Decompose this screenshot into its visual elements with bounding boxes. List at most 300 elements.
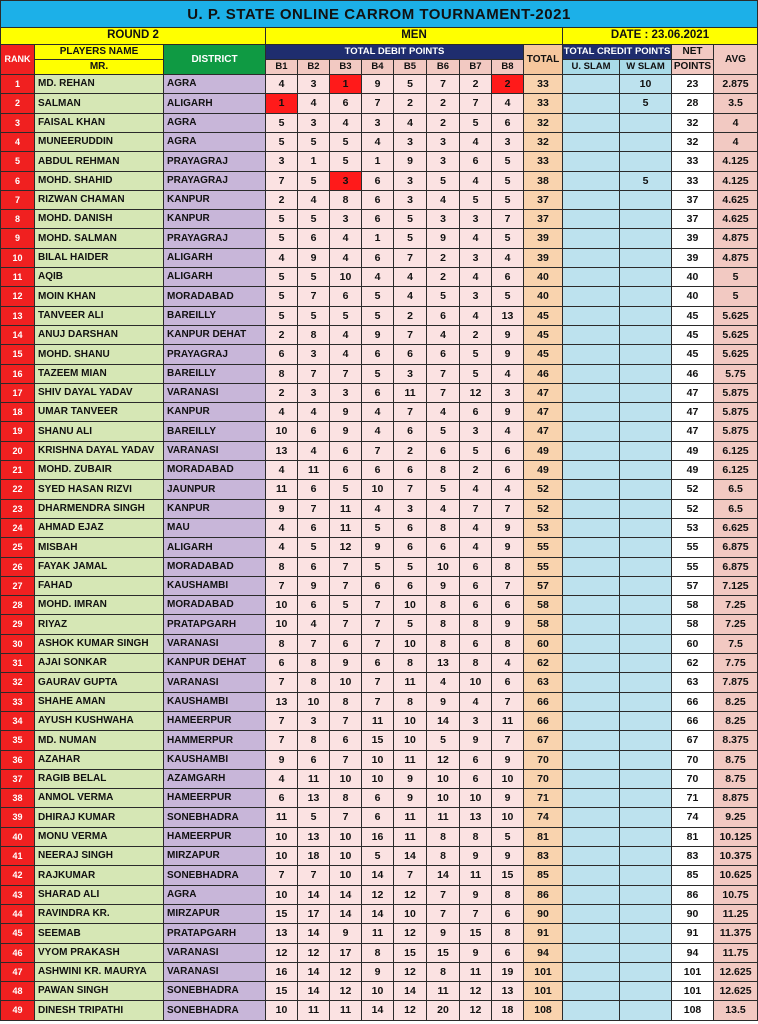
- board-7-points-cell: 4: [460, 538, 492, 558]
- w-slam-cell: [620, 268, 672, 287]
- board-1-points-cell: 10: [266, 886, 298, 905]
- board-3-points-cell: 14: [330, 905, 362, 924]
- district-cell: KANPUR: [164, 500, 266, 519]
- board-6-points-cell: 8: [427, 596, 460, 615]
- date-label: DATE : 23.06.2021: [563, 28, 758, 45]
- net-points-cell: 94: [672, 944, 714, 963]
- avg-cell: 7.25: [714, 615, 758, 635]
- w-slam-header: W SLAM: [620, 60, 672, 75]
- net-points-cell: 58: [672, 596, 714, 615]
- board-5-points-cell: 7: [394, 480, 427, 500]
- board-5-points-cell: 7: [394, 403, 427, 422]
- player-name-cell: RIYAZ: [35, 615, 164, 635]
- total-cell: 38: [524, 172, 563, 191]
- w-slam-cell: [620, 461, 672, 480]
- district-cell: AGRA: [164, 133, 266, 152]
- board-8-points-cell: 6: [492, 673, 524, 693]
- board-2-points-cell: 12: [298, 944, 330, 963]
- board-4-points-cell: 14: [362, 866, 394, 886]
- w-slam-cell: [620, 442, 672, 461]
- avg-cell: 7.75: [714, 654, 758, 673]
- category-label: MEN: [266, 28, 563, 45]
- board-4-points-cell: 11: [362, 712, 394, 731]
- board-1-points-cell: 13: [266, 924, 298, 944]
- board-5-points-cell: 5: [394, 75, 427, 94]
- total-cell: 32: [524, 114, 563, 133]
- board-1-points-cell: 7: [266, 577, 298, 596]
- board-5-points-cell: 7: [394, 326, 427, 345]
- board-3-points-cell: 4: [330, 249, 362, 268]
- net-points-cell: 37: [672, 191, 714, 210]
- board-7-points-cell: 4: [460, 519, 492, 538]
- board-6-points-cell: 5: [427, 287, 460, 307]
- w-slam-cell: [620, 944, 672, 963]
- district-cell: KANPUR: [164, 210, 266, 229]
- net-points-cell: 52: [672, 480, 714, 500]
- player-name-cell: ABDUL REHMAN: [35, 152, 164, 172]
- board-8-points-cell: 6: [492, 442, 524, 461]
- board-4-points-cell: 11: [362, 924, 394, 944]
- net-points-cell: 47: [672, 403, 714, 422]
- board-4-points-cell: 12: [362, 886, 394, 905]
- board-5-points-cell: 4: [394, 287, 427, 307]
- board-2-points-cell: 14: [298, 963, 330, 982]
- board-3-points-cell: 9: [330, 403, 362, 422]
- board-7-points-cell: 4: [460, 172, 492, 191]
- net-points-cell: 60: [672, 635, 714, 654]
- board-6-points-cell: 5: [427, 422, 460, 442]
- board-4-points-cell: 9: [362, 75, 394, 94]
- rank-cell: 38: [0, 789, 35, 808]
- avg-cell: 8.75: [714, 751, 758, 770]
- rank-cell: 41: [0, 847, 35, 866]
- u-slam-cell: [563, 229, 620, 249]
- w-slam-cell: [620, 712, 672, 731]
- total-cell: 39: [524, 249, 563, 268]
- district-cell: ALIGARH: [164, 249, 266, 268]
- board-3-points-cell: 8: [330, 191, 362, 210]
- total-cell: 108: [524, 1001, 563, 1021]
- board-3-points-cell: 6: [330, 287, 362, 307]
- board-3-points-cell: 7: [330, 365, 362, 384]
- rank-cell: 24: [0, 519, 35, 538]
- board-5-points-cell: 11: [394, 673, 427, 693]
- avg-cell: 11.375: [714, 924, 758, 944]
- net-points-cell: 108: [672, 1001, 714, 1021]
- district-cell: KANPUR: [164, 403, 266, 422]
- board-6-points-cell: 20: [427, 1001, 460, 1021]
- total-cell: 58: [524, 615, 563, 635]
- board-3-points-cell: 11: [330, 500, 362, 519]
- board-5-points-cell: 12: [394, 886, 427, 905]
- player-name-cell: AHMAD EJAZ: [35, 519, 164, 538]
- board-5-points-cell: 3: [394, 365, 427, 384]
- total-cell: 74: [524, 808, 563, 828]
- board-2-points-cell: 14: [298, 982, 330, 1001]
- u-slam-cell: [563, 133, 620, 152]
- net-points-cell: 66: [672, 712, 714, 731]
- rank-cell: 29: [0, 615, 35, 635]
- board-3-points-cell: 4: [330, 345, 362, 365]
- board-5-points-cell: 12: [394, 1001, 427, 1021]
- board-3-points-cell: 6: [330, 94, 362, 114]
- board-8-points-cell: 4: [492, 654, 524, 673]
- board-7-points-cell: 6: [460, 577, 492, 596]
- u-slam-cell: [563, 442, 620, 461]
- player-name-cell: UMAR TANVEER: [35, 403, 164, 422]
- district-cell: AGRA: [164, 114, 266, 133]
- total-cell: 37: [524, 210, 563, 229]
- w-slam-cell: 5: [620, 172, 672, 191]
- board-1-points-cell: 13: [266, 693, 298, 712]
- board-1-points-cell: 16: [266, 963, 298, 982]
- board-header: B8: [492, 60, 524, 75]
- board-2-points-cell: 7: [298, 500, 330, 519]
- board-8-points-cell: 5: [492, 229, 524, 249]
- net-points-cell: 40: [672, 287, 714, 307]
- district-cell: BAREILLY: [164, 365, 266, 384]
- u-slam-cell: [563, 480, 620, 500]
- board-4-points-cell: 10: [362, 770, 394, 789]
- board-5-points-cell: 10: [394, 635, 427, 654]
- board-1-points-cell: 10: [266, 615, 298, 635]
- u-slam-cell: [563, 172, 620, 191]
- net-points-cell: 67: [672, 731, 714, 751]
- rank-cell: 36: [0, 751, 35, 770]
- rank-cell: 5: [0, 152, 35, 172]
- board-8-points-cell: 8: [492, 886, 524, 905]
- player-name-cell: ANMOL VERMA: [35, 789, 164, 808]
- board-6-points-cell: 3: [427, 152, 460, 172]
- board-8-points-cell: 13: [492, 307, 524, 326]
- board-5-points-cell: 7: [394, 866, 427, 886]
- board-7-points-cell: 13: [460, 808, 492, 828]
- avg-cell: 4.625: [714, 191, 758, 210]
- player-name-cell: KRISHNA DAYAL YADAV: [35, 442, 164, 461]
- u-slam-cell: [563, 403, 620, 422]
- rank-cell: 46: [0, 944, 35, 963]
- board-2-points-cell: 5: [298, 538, 330, 558]
- district-cell: AGRA: [164, 886, 266, 905]
- board-7-points-cell: 4: [460, 307, 492, 326]
- player-name-cell: VYOM PRAKASH: [35, 944, 164, 963]
- board-6-points-cell: 10: [427, 789, 460, 808]
- avg-cell: 5.875: [714, 384, 758, 403]
- u-slam-cell: [563, 519, 620, 538]
- net-points-cell: 45: [672, 307, 714, 326]
- board-5-points-cell: 6: [394, 345, 427, 365]
- board-4-points-cell: 7: [362, 615, 394, 635]
- board-1-points-cell: 7: [266, 866, 298, 886]
- board-7-points-cell: 5: [460, 365, 492, 384]
- board-2-points-cell: 8: [298, 673, 330, 693]
- w-slam-cell: [620, 635, 672, 654]
- board-3-points-cell: 7: [330, 808, 362, 828]
- board-8-points-cell: 9: [492, 326, 524, 345]
- board-8-points-cell: 4: [492, 249, 524, 268]
- total-cell: 66: [524, 712, 563, 731]
- net-points-cell: 47: [672, 384, 714, 403]
- district-cell: KANPUR DEHAT: [164, 326, 266, 345]
- player-name-cell: MD. REHAN: [35, 75, 164, 94]
- rank-cell: 13: [0, 307, 35, 326]
- board-3-points-cell: 5: [330, 307, 362, 326]
- board-2-points-cell: 6: [298, 422, 330, 442]
- board-6-points-cell: 7: [427, 905, 460, 924]
- board-1-points-cell: 12: [266, 944, 298, 963]
- board-1-points-cell: 10: [266, 828, 298, 847]
- board-header: B4: [362, 60, 394, 75]
- board-6-points-cell: 7: [427, 384, 460, 403]
- board-4-points-cell: 1: [362, 229, 394, 249]
- district-cell: MORADABAD: [164, 558, 266, 577]
- board-6-points-cell: 15: [427, 944, 460, 963]
- player-name-cell: RAGIB BELAL: [35, 770, 164, 789]
- total-credit-points-header: TOTAL CREDIT POINTS: [563, 45, 672, 60]
- board-7-points-cell: 11: [460, 963, 492, 982]
- board-8-points-cell: 15: [492, 866, 524, 886]
- board-6-points-cell: 8: [427, 615, 460, 635]
- board-5-points-cell: 5: [394, 229, 427, 249]
- total-cell: 52: [524, 500, 563, 519]
- net-points-cell: 39: [672, 249, 714, 268]
- avg-cell: 13.5: [714, 1001, 758, 1021]
- board-4-points-cell: 7: [362, 94, 394, 114]
- total-cell: 62: [524, 654, 563, 673]
- net-header: NET: [672, 45, 714, 60]
- board-2-points-cell: 14: [298, 924, 330, 944]
- total-cell: 86: [524, 886, 563, 905]
- total-cell: 55: [524, 558, 563, 577]
- board-4-points-cell: 5: [362, 558, 394, 577]
- board-5-points-cell: 10: [394, 712, 427, 731]
- board-7-points-cell: 4: [460, 693, 492, 712]
- board-1-points-cell: 10: [266, 847, 298, 866]
- board-7-points-cell: 10: [460, 789, 492, 808]
- board-7-points-cell: 2: [460, 326, 492, 345]
- rank-cell: 45: [0, 924, 35, 944]
- board-2-points-cell: 5: [298, 307, 330, 326]
- board-5-points-cell: 2: [394, 442, 427, 461]
- player-name-cell: MOHD. DANISH: [35, 210, 164, 229]
- player-name-cell: GAURAV GUPTA: [35, 673, 164, 693]
- w-slam-cell: [620, 847, 672, 866]
- board-2-points-cell: 8: [298, 654, 330, 673]
- board-4-points-cell: 15: [362, 731, 394, 751]
- total-cell: 32: [524, 133, 563, 152]
- net-points-cell: 33: [672, 152, 714, 172]
- w-slam-cell: [620, 828, 672, 847]
- board-5-points-cell: 3: [394, 500, 427, 519]
- player-name-cell: MD. NUMAN: [35, 731, 164, 751]
- board-3-points-cell: 10: [330, 828, 362, 847]
- player-name-cell: AZAHAR: [35, 751, 164, 770]
- net-points-cell: 45: [672, 326, 714, 345]
- w-slam-cell: [620, 365, 672, 384]
- board-5-points-cell: 15: [394, 944, 427, 963]
- board-4-points-cell: 9: [362, 326, 394, 345]
- district-cell: KAUSHAMBI: [164, 693, 266, 712]
- rank-cell: 21: [0, 461, 35, 480]
- w-slam-cell: [620, 191, 672, 210]
- board-3-points-cell: 11: [330, 519, 362, 538]
- board-1-points-cell: 8: [266, 365, 298, 384]
- board-8-points-cell: 7: [492, 210, 524, 229]
- district-cell: PRATAPGARH: [164, 924, 266, 944]
- net-points-cell: 32: [672, 133, 714, 152]
- district-cell: JAUNPUR: [164, 480, 266, 500]
- board-4-points-cell: 5: [362, 365, 394, 384]
- board-6-points-cell: 4: [427, 326, 460, 345]
- board-6-points-cell: 10: [427, 558, 460, 577]
- net-points-cell: 91: [672, 924, 714, 944]
- district-cell: AGRA: [164, 75, 266, 94]
- board-6-points-cell: 7: [427, 886, 460, 905]
- district-cell: HAMEERPUR: [164, 828, 266, 847]
- board-6-points-cell: 3: [427, 133, 460, 152]
- board-2-points-cell: 6: [298, 558, 330, 577]
- round-label: ROUND 2: [0, 28, 266, 45]
- total-cell: 45: [524, 307, 563, 326]
- u-slam-cell: [563, 731, 620, 751]
- board-1-points-cell: 11: [266, 480, 298, 500]
- avg-cell: 4.125: [714, 172, 758, 191]
- net-points-cell: 63: [672, 673, 714, 693]
- board-2-points-cell: 6: [298, 229, 330, 249]
- district-cell: HAMMERPUR: [164, 731, 266, 751]
- board-1-points-cell: 7: [266, 731, 298, 751]
- board-2-points-cell: 3: [298, 345, 330, 365]
- board-6-points-cell: 6: [427, 307, 460, 326]
- player-name-cell: MOHD. SALMAN: [35, 229, 164, 249]
- board-3-points-cell: 5: [330, 133, 362, 152]
- total-cell: 46: [524, 365, 563, 384]
- board-7-points-cell: 6: [460, 596, 492, 615]
- board-3-points-cell: 1: [330, 75, 362, 94]
- player-name-cell: DHIRAJ KUMAR: [35, 808, 164, 828]
- total-cell: 67: [524, 731, 563, 751]
- board-2-points-cell: 7: [298, 365, 330, 384]
- u-slam-cell: [563, 249, 620, 268]
- board-1-points-cell: 6: [266, 654, 298, 673]
- total-debit-points-header: TOTAL DEBIT POINTS: [266, 45, 524, 60]
- board-5-points-cell: 9: [394, 789, 427, 808]
- w-slam-cell: [620, 615, 672, 635]
- w-slam-cell: [620, 808, 672, 828]
- board-7-points-cell: 15: [460, 924, 492, 944]
- player-name-cell: MOHD. ZUBAIR: [35, 461, 164, 480]
- board-2-points-cell: 4: [298, 94, 330, 114]
- player-name-cell: SALMAN: [35, 94, 164, 114]
- board-7-points-cell: 4: [460, 229, 492, 249]
- board-7-points-cell: 6: [460, 152, 492, 172]
- player-name-cell: PAWAN SINGH: [35, 982, 164, 1001]
- w-slam-cell: [620, 152, 672, 172]
- board-6-points-cell: 11: [427, 982, 460, 1001]
- board-2-points-cell: 4: [298, 615, 330, 635]
- u-slam-cell: [563, 615, 620, 635]
- board-1-points-cell: 1: [266, 94, 298, 114]
- avg-cell: 11.25: [714, 905, 758, 924]
- w-slam-cell: [620, 345, 672, 365]
- rank-cell: 9: [0, 229, 35, 249]
- board-4-points-cell: 6: [362, 808, 394, 828]
- w-slam-cell: [620, 519, 672, 538]
- board-3-points-cell: 4: [330, 229, 362, 249]
- avg-cell: 3.5: [714, 94, 758, 114]
- district-cell: BAREILLY: [164, 307, 266, 326]
- board-8-points-cell: 3: [492, 384, 524, 403]
- board-2-points-cell: 4: [298, 403, 330, 422]
- w-slam-cell: [620, 133, 672, 152]
- board-4-points-cell: 9: [362, 538, 394, 558]
- player-name-cell: SHIV DAYAL YADAV: [35, 384, 164, 403]
- board-5-points-cell: 11: [394, 808, 427, 828]
- board-4-points-cell: 7: [362, 442, 394, 461]
- board-8-points-cell: 7: [492, 577, 524, 596]
- board-6-points-cell: 9: [427, 577, 460, 596]
- board-8-points-cell: 4: [492, 365, 524, 384]
- board-8-points-cell: 5: [492, 287, 524, 307]
- board-7-points-cell: 2: [460, 75, 492, 94]
- board-8-points-cell: 7: [492, 731, 524, 751]
- board-4-points-cell: 7: [362, 673, 394, 693]
- board-2-points-cell: 5: [298, 133, 330, 152]
- avg-cell: 4.875: [714, 249, 758, 268]
- w-slam-cell: 10: [620, 75, 672, 94]
- board-5-points-cell: 10: [394, 731, 427, 751]
- board-2-points-cell: 4: [298, 442, 330, 461]
- board-2-points-cell: 3: [298, 114, 330, 133]
- total-cell: 49: [524, 442, 563, 461]
- total-cell: 33: [524, 75, 563, 94]
- district-cell: PRAYAGRAJ: [164, 345, 266, 365]
- net-points-cell: 81: [672, 828, 714, 847]
- board-1-points-cell: 7: [266, 673, 298, 693]
- rank-cell: 23: [0, 500, 35, 519]
- w-slam-cell: [620, 673, 672, 693]
- player-name-cell: TAZEEM MIAN: [35, 365, 164, 384]
- district-cell: VARANASI: [164, 384, 266, 403]
- player-name-cell: MOHD. SHANU: [35, 345, 164, 365]
- board-8-points-cell: 4: [492, 422, 524, 442]
- w-slam-cell: [620, 210, 672, 229]
- total-cell: 71: [524, 789, 563, 808]
- total-cell: 47: [524, 403, 563, 422]
- w-slam-cell: [620, 538, 672, 558]
- board-3-points-cell: 17: [330, 944, 362, 963]
- board-4-points-cell: 5: [362, 287, 394, 307]
- u-slam-cell: [563, 326, 620, 345]
- rank-cell: 31: [0, 654, 35, 673]
- board-8-points-cell: 19: [492, 963, 524, 982]
- rank-cell: 42: [0, 866, 35, 886]
- board-7-points-cell: 8: [460, 615, 492, 635]
- board-6-points-cell: 2: [427, 114, 460, 133]
- net-points-cell: 55: [672, 558, 714, 577]
- net-points-cell: 49: [672, 442, 714, 461]
- board-6-points-cell: 8: [427, 519, 460, 538]
- avg-cell: 5.625: [714, 326, 758, 345]
- avg-cell: 5: [714, 268, 758, 287]
- net-points-cell: 62: [672, 654, 714, 673]
- board-1-points-cell: 5: [266, 307, 298, 326]
- board-6-points-cell: 9: [427, 229, 460, 249]
- avg-cell: 12.625: [714, 982, 758, 1001]
- board-7-points-cell: 5: [460, 114, 492, 133]
- district-cell: ALIGARH: [164, 538, 266, 558]
- board-5-points-cell: 14: [394, 982, 427, 1001]
